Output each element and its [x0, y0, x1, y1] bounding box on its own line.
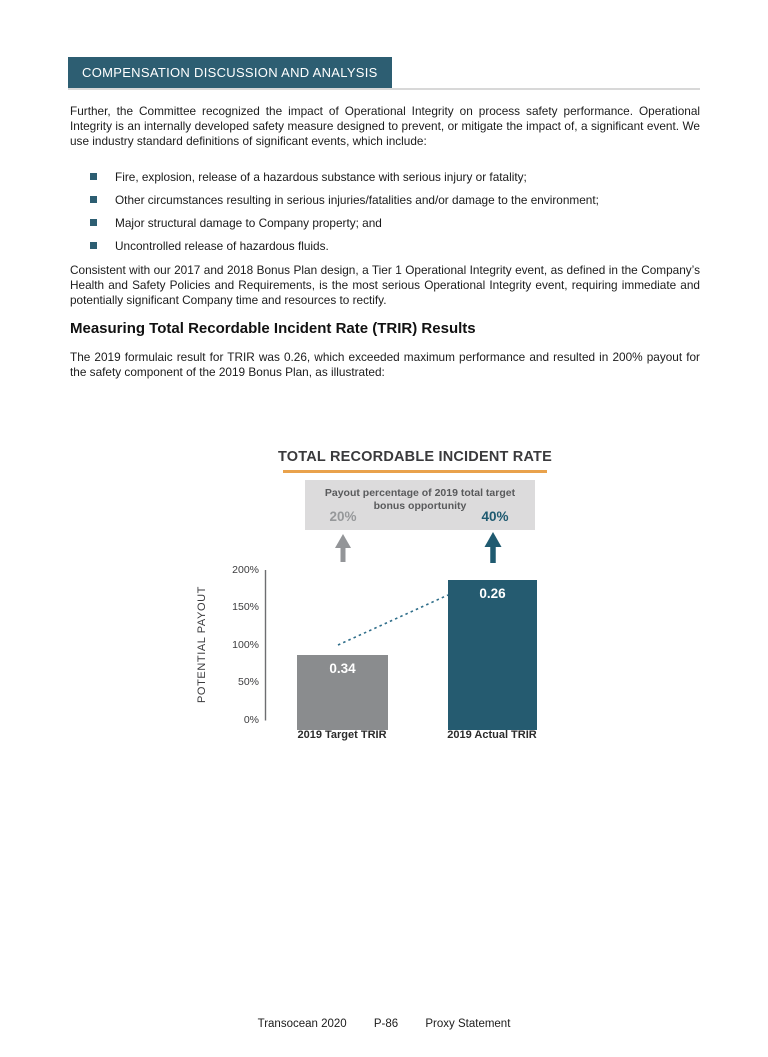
gray-up-arrow-icon: [335, 534, 351, 562]
payout-annotation-box: [305, 480, 535, 530]
trir-bar-chart: [0, 449, 768, 759]
square-bullet-icon: [90, 173, 97, 180]
list-item-text: Major structural damage to Company property; and: [115, 216, 382, 230]
bar-2019-target-trir: [297, 655, 388, 730]
significant-events-list: [70, 170, 700, 253]
y-tick-100: 100%: [232, 639, 259, 651]
chart-title-underline: [283, 470, 547, 473]
target-to-actual-dotted-line: [338, 595, 448, 645]
paragraph-operational-integrity: Further, the Committee recognized the impact of Operational Integrity on process safety performance. Operational Integrity is an internally developed safety measure designed to prevent, or mitigate the impact of, a significant event. We use industry standard definitions of significant events, which include:: [70, 104, 700, 148]
paragraph-tier1-event: Consistent with our 2017 and 2018 Bonus Plan design, a Tier 1 Operational Integrity event, as defined in the Company’s Health and Safety Policies and Requirements, is the most serious Operational Integrity event, requiring immediate and potentially significant Company time and resources to rectify.: [70, 263, 700, 307]
list-item: [70, 170, 700, 184]
teal-up-arrow-icon: [485, 532, 502, 563]
y-tick-150: 150%: [232, 601, 259, 613]
footer-document: Proxy Statement: [425, 1018, 511, 1030]
square-bullet-icon: [90, 242, 97, 249]
category-label-target: 2019 Target TRIR: [297, 729, 387, 741]
square-bullet-icon: [90, 219, 97, 226]
payout-target-percent: 20%: [329, 509, 357, 524]
list-item-text: Other circumstances resulting in serious injuries/fatalities and/or damage to the environment;: [115, 193, 599, 207]
list-item: [70, 216, 700, 230]
footer-company: Transocean 2020: [257, 1018, 347, 1030]
bar-value-label-actual: 0.26: [479, 586, 506, 601]
header-banner-row: [68, 57, 700, 90]
payout-actual-percent: 40%: [481, 509, 509, 524]
footer-page-number: P-86: [373, 1018, 399, 1030]
square-bullet-icon: [90, 196, 97, 203]
y-tick-200: 200%: [232, 564, 259, 576]
category-label-actual: 2019 Actual TRIR: [447, 729, 537, 741]
list-item-text: Uncontrolled release of hazardous fluids.: [115, 239, 329, 253]
bar-2019-actual-trir: [448, 580, 537, 730]
y-axis-label: POTENTIAL PAYOUT: [196, 586, 208, 704]
list-item-text: Fire, explosion, release of a hazardous substance with serious injury or fatality;: [115, 170, 527, 184]
page-section-banner: COMPENSATION DISCUSSION AND ANALYSIS: [68, 57, 392, 88]
list-item: [70, 239, 700, 253]
paragraph-trir-result: The 2019 formulaic result for TRIR was 0.26, which exceeded maximum performance and resulted in 200% payout for the safety component of the 2019 Bonus Plan, as illustrated:: [70, 350, 700, 379]
y-tick-50: 50%: [237, 676, 259, 688]
y-tick-0: 0%: [243, 714, 259, 726]
payout-box-heading: Payout percentage of 2019 total target bonus opportunity: [324, 487, 516, 512]
chart-title: TOTAL RECORDABLE INCIDENT RATE: [278, 449, 552, 465]
list-item: [70, 193, 700, 207]
section-heading-trir-results: Measuring Total Recordable Incident Rate (TRIR) Results: [70, 320, 476, 337]
page-footer: [0, 1018, 768, 1030]
bar-value-label-target: 0.34: [329, 661, 356, 676]
